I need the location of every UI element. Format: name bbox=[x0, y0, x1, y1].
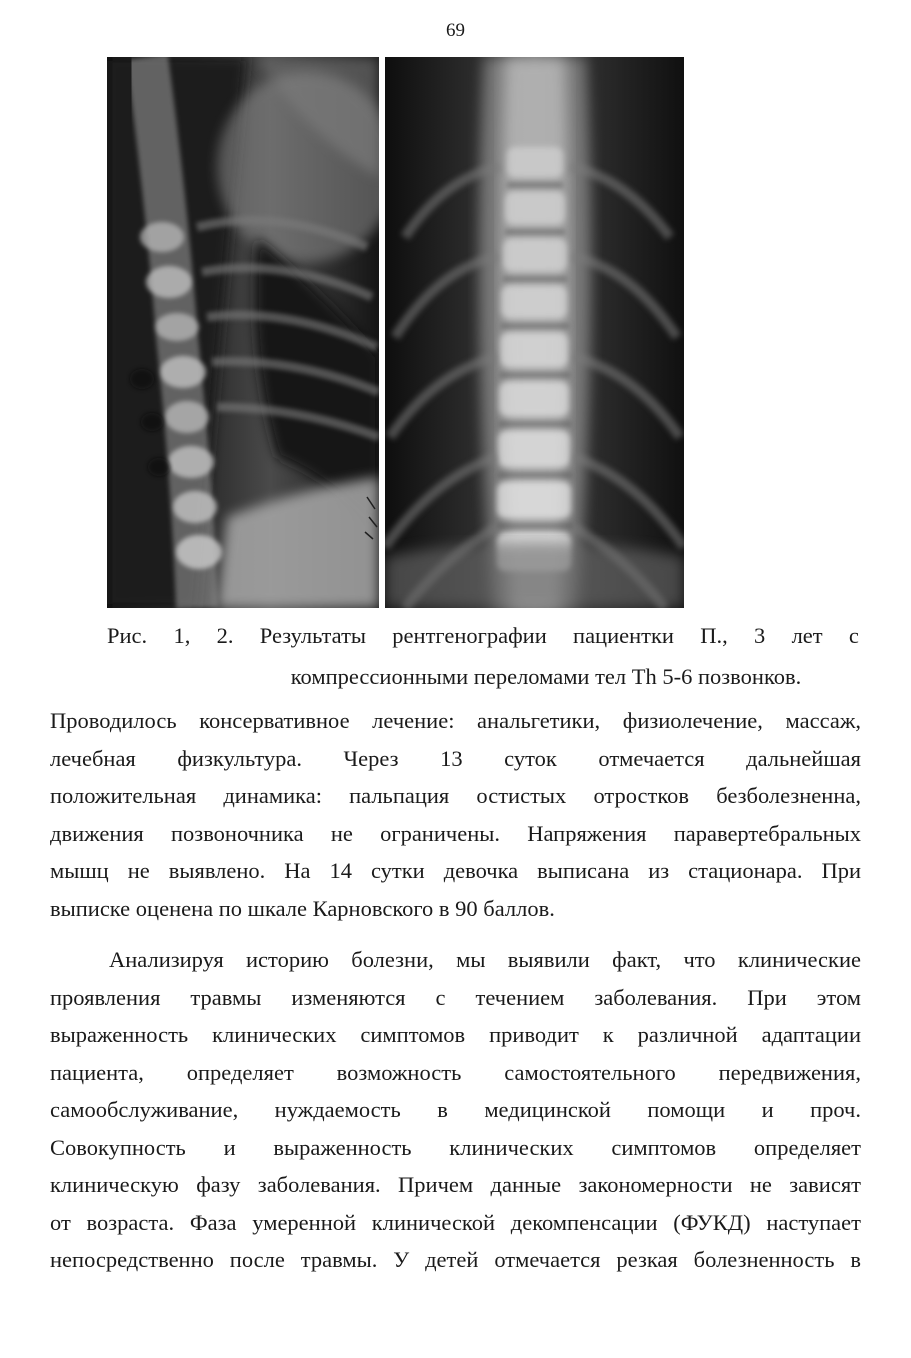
text-line: Проводилось консервативное лечение: анальгетики, физиолечение, массаж, bbox=[50, 708, 861, 733]
xray-lateral-image bbox=[107, 57, 379, 608]
text-line: Анализируя историю болезни, мы выявили факт, что клинические bbox=[109, 947, 861, 972]
text-line: движения позвоночника не ограничены. Напряжения паравертебральных bbox=[50, 820, 861, 846]
xray-frontal-image bbox=[385, 57, 684, 608]
text-line: непосредственно после травмы. У детей отмечается резкая болезненность в bbox=[50, 1247, 861, 1272]
caption-word: пациентки bbox=[573, 623, 674, 648]
caption-word: П., bbox=[700, 623, 728, 648]
page-number: 69 bbox=[446, 20, 465, 41]
caption-word: 3 bbox=[754, 623, 766, 648]
caption-word: 1, bbox=[173, 623, 191, 648]
body-text bbox=[50, 702, 861, 1279]
text-line: клиническую фазу заболевания. Причем данные закономерности не зависят bbox=[50, 1172, 861, 1197]
caption-word: с bbox=[848, 623, 859, 648]
text-line: проявления травмы изменяются с течением заболевания. При этом bbox=[50, 984, 861, 1010]
caption-word: Рис. bbox=[107, 623, 148, 648]
caption-word: Результаты bbox=[259, 623, 367, 648]
caption-word: рентгенографии bbox=[392, 623, 547, 648]
text-line: от возраста. Фаза умеренной клинической декомпенсации (ФУКД) наступает bbox=[50, 1209, 861, 1235]
text-line: самообслуживание, нуждаемость в медицинской помощи и проч. bbox=[50, 1097, 861, 1122]
paragraph-2 bbox=[50, 941, 861, 1279]
text-line: мышц не выявлено. На 14 сутки девочка выписана из стационара. При bbox=[50, 858, 861, 883]
text-line: Совокупность и выраженность клинических симптомов определяет bbox=[50, 1134, 861, 1160]
text-line: пациента, определяет возможность самостоятельного передвижения, bbox=[50, 1059, 861, 1085]
caption-line-1 bbox=[107, 620, 859, 652]
caption-line-2: компрессионными переломами тел Th 5-6 позвонков. bbox=[290, 664, 802, 689]
caption-word: 2. bbox=[216, 623, 234, 648]
caption-word: лет bbox=[791, 623, 823, 648]
text-line: лечебная физкультура. Через 13 суток отмечается дальнейшая bbox=[50, 745, 861, 771]
text-line: выписке оценена по шкале Карновского в 90 баллов. bbox=[50, 895, 555, 921]
paragraph-1 bbox=[50, 702, 861, 927]
figure-xray-pair bbox=[107, 57, 684, 608]
figure-caption bbox=[107, 620, 859, 693]
text-line: выраженность клинических симптомов приводит к различной адаптации bbox=[50, 1022, 861, 1047]
text-line: положительная динамика: пальпация остистых отростков безболезненна, bbox=[50, 783, 861, 808]
